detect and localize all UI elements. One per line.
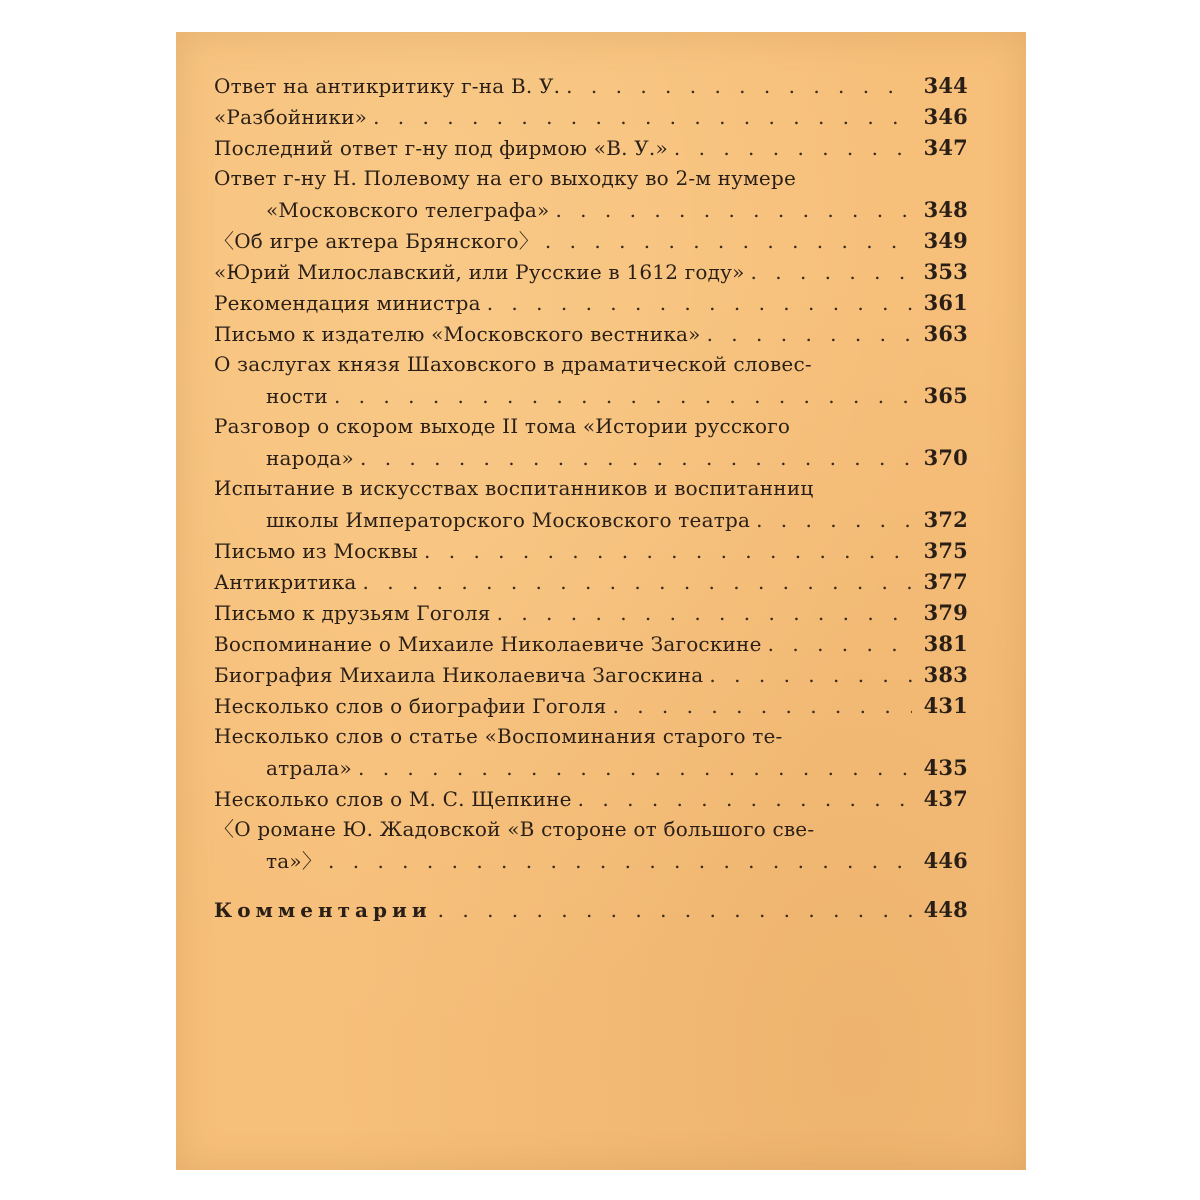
toc-entry-line bbox=[214, 473, 968, 504]
toc-entry-title: Рекомендация министра bbox=[214, 291, 481, 315]
toc-entry-title: атрала» bbox=[266, 756, 352, 780]
toc-entry-title: Последний ответ г-ну под фирмою «В. У.» bbox=[214, 136, 668, 160]
toc-entry bbox=[214, 318, 968, 349]
toc-entry-line bbox=[214, 194, 968, 225]
toc-entry-title: Биография Михаила Николаевича Загоскина bbox=[214, 663, 704, 687]
toc-entry-line bbox=[214, 721, 968, 752]
dot-leader bbox=[424, 536, 912, 567]
toc-page-number: 349 bbox=[923, 228, 968, 253]
toc-entry-line bbox=[214, 566, 968, 597]
toc-page-number: 372 bbox=[923, 507, 968, 532]
toc-entry-title: Антикритика bbox=[214, 570, 357, 594]
toc-entry bbox=[214, 287, 968, 318]
dot-leader bbox=[328, 846, 912, 877]
toc-entry bbox=[214, 411, 968, 473]
toc-page-number: 363 bbox=[923, 321, 968, 346]
toc-comments-entry bbox=[214, 894, 968, 925]
book-page bbox=[176, 32, 1026, 1170]
toc-entry-line bbox=[214, 256, 968, 287]
dot-leader bbox=[709, 660, 912, 691]
toc-entry bbox=[214, 690, 968, 721]
toc-page-number: 347 bbox=[923, 135, 968, 160]
toc-entry-title: школы Императорского Московского театра bbox=[266, 508, 751, 532]
toc-entry-line bbox=[214, 349, 968, 380]
toc-entry bbox=[214, 597, 968, 628]
toc-page-number: 446 bbox=[923, 848, 968, 873]
toc-entry-title: Ответ на антикритику г-на В. У. bbox=[214, 74, 561, 98]
dot-leader bbox=[373, 102, 912, 133]
toc-entry bbox=[214, 132, 968, 163]
dot-leader bbox=[545, 226, 912, 257]
toc-entry bbox=[214, 101, 968, 132]
dot-leader bbox=[487, 288, 912, 319]
toc-entry bbox=[214, 163, 968, 225]
toc-entry-line bbox=[214, 163, 968, 194]
toc-entry-line bbox=[214, 535, 968, 566]
toc-entry-line bbox=[214, 690, 968, 721]
toc-entry bbox=[214, 628, 968, 659]
toc-entry bbox=[214, 256, 968, 287]
toc-entry-line bbox=[214, 132, 968, 163]
toc-page-number: 431 bbox=[923, 693, 968, 718]
toc-page-number: 379 bbox=[923, 600, 968, 625]
toc-entry-title: Несколько слов о М. С. Щепкине bbox=[214, 787, 572, 811]
dot-leader bbox=[497, 598, 912, 629]
toc-page-number: 370 bbox=[923, 445, 968, 470]
toc-page-number: 381 bbox=[923, 631, 968, 656]
dot-leader bbox=[768, 629, 912, 660]
toc-page-number: 353 bbox=[923, 259, 968, 284]
toc-entry-title: Воспоминание о Михаиле Николаевиче Загоскине bbox=[214, 632, 762, 656]
toc-entry-title: «Юрий Милославский, или Русские в 1612 году» bbox=[214, 260, 745, 284]
dot-leader bbox=[334, 381, 912, 412]
toc-entry-line bbox=[214, 752, 968, 783]
toc-entry-title: Комментарии bbox=[214, 898, 432, 922]
toc-page-number: 375 bbox=[923, 538, 968, 563]
toc-entry-line bbox=[214, 411, 968, 442]
dot-leader bbox=[578, 784, 912, 815]
toc-entry-line bbox=[214, 318, 968, 349]
section-gap bbox=[214, 876, 968, 894]
toc-entry bbox=[214, 566, 968, 597]
dot-leader bbox=[674, 133, 912, 164]
toc-entry-title: Письмо из Москвы bbox=[214, 539, 419, 563]
toc-entry-title: ности bbox=[266, 384, 328, 408]
toc-page-number: 435 bbox=[923, 755, 968, 780]
dot-leader bbox=[613, 691, 913, 722]
toc-entry-line bbox=[214, 659, 968, 690]
toc-entry-title: Несколько слов о биографии Гоголя bbox=[214, 694, 607, 718]
toc-page-number: 437 bbox=[923, 786, 968, 811]
dot-leader bbox=[438, 895, 912, 926]
toc-entry-line bbox=[214, 225, 968, 256]
toc-entry-title: «Разбойники» bbox=[214, 105, 368, 129]
table-of-contents bbox=[214, 70, 968, 925]
dot-leader bbox=[555, 195, 912, 226]
toc-entry bbox=[214, 225, 968, 256]
toc-page-number: 361 bbox=[923, 290, 968, 315]
toc-entry-line bbox=[214, 845, 968, 876]
toc-page-number: 346 bbox=[923, 104, 968, 129]
toc-entry bbox=[214, 70, 968, 101]
dot-leader bbox=[707, 319, 912, 350]
dot-leader bbox=[358, 753, 912, 784]
dot-leader bbox=[360, 443, 912, 474]
toc-entry-title: Ответ г-ну Н. Полевому на его выходку во 2-м нумере bbox=[214, 166, 796, 190]
toc-entry-title: Письмо к друзьям Гоголя bbox=[214, 601, 491, 625]
toc-entry-line bbox=[214, 783, 968, 814]
toc-entry bbox=[214, 783, 968, 814]
toc-entry-line bbox=[214, 287, 968, 318]
toc-page-number: 348 bbox=[923, 197, 968, 222]
toc-entry-title: та»〉 bbox=[266, 849, 323, 873]
toc-entry-title: Испытание в искусствах воспитанников и воспитанниц bbox=[214, 476, 814, 500]
toc-entry-line bbox=[214, 628, 968, 659]
toc-entry-title: Разговор о скором выходе II тома «Истории русского bbox=[214, 414, 791, 438]
toc-entry-line bbox=[214, 101, 968, 132]
toc-page-number: 448 bbox=[923, 897, 968, 922]
toc-entry-line bbox=[214, 380, 968, 411]
toc-entry-title: «Московского телеграфа» bbox=[266, 198, 550, 222]
dot-leader bbox=[756, 505, 912, 536]
toc-page-number: 377 bbox=[923, 569, 968, 594]
dot-leader bbox=[751, 257, 912, 288]
toc-entry-title: Несколько слов о статье «Воспоминания старого те- bbox=[214, 724, 783, 748]
dot-leader bbox=[566, 71, 912, 102]
toc-page-number: 344 bbox=[923, 73, 968, 98]
toc-entry-title: Письмо к издателю «Московского вестника» bbox=[214, 322, 701, 346]
toc-page-number: 365 bbox=[923, 383, 968, 408]
toc-entry-line bbox=[214, 597, 968, 628]
toc-entry-title: О заслугах князя Шаховского в драматической словес- bbox=[214, 352, 812, 376]
toc-entry bbox=[214, 814, 968, 876]
dot-leader bbox=[363, 567, 912, 598]
toc-entry-line bbox=[214, 70, 968, 101]
toc-entry bbox=[214, 721, 968, 783]
toc-entry-title: 〈Об игре актера Брянского〉 bbox=[214, 229, 539, 253]
toc-page-number: 383 bbox=[923, 662, 968, 687]
toc-entry-line bbox=[214, 442, 968, 473]
toc-entry-title: 〈О романе Ю. Жадовской «В стороне от большого све- bbox=[214, 817, 815, 841]
toc-entry-line bbox=[214, 814, 968, 845]
toc-entry bbox=[214, 349, 968, 411]
toc-entry bbox=[214, 473, 968, 535]
toc-entry bbox=[214, 659, 968, 690]
toc-entry-line bbox=[214, 504, 968, 535]
toc-entry bbox=[214, 535, 968, 566]
toc-entry-title: народа» bbox=[266, 446, 354, 470]
